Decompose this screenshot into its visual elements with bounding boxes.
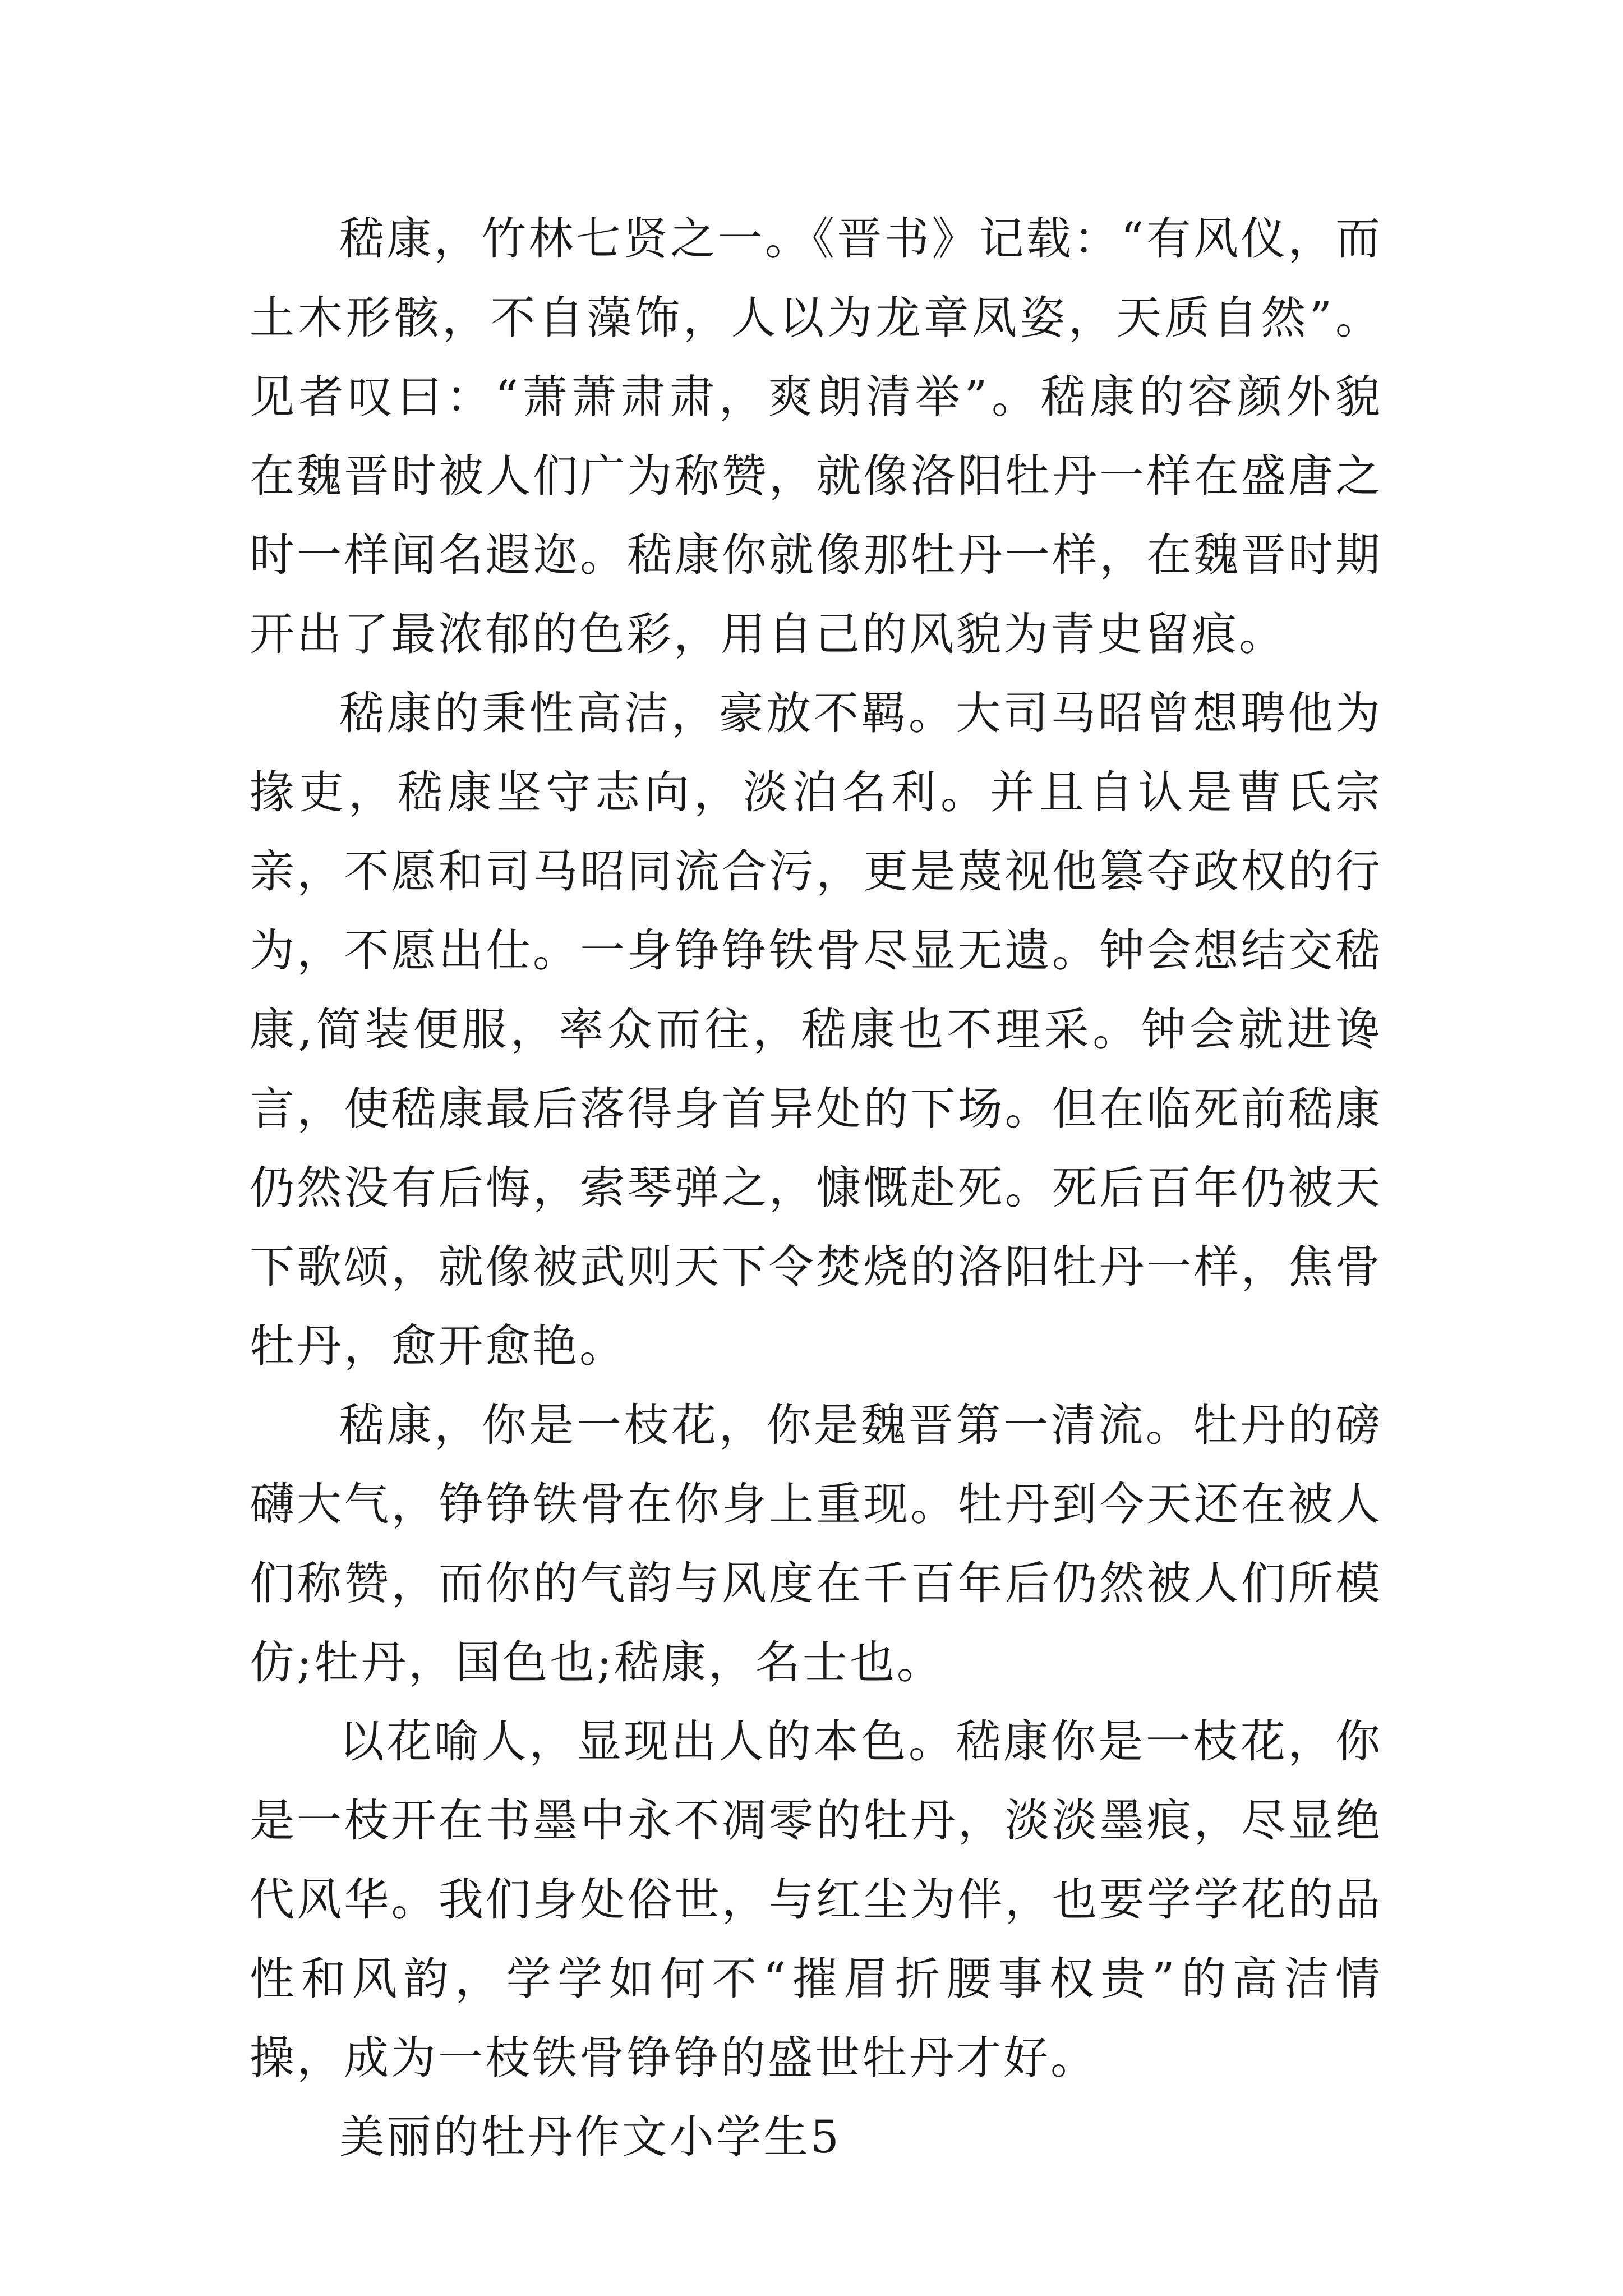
paragraph-1: 嵇康，竹林七贤之一。《晋书》记载：“有风仪，而土木形骸，不自藻饰，人以为龙章凤姿，天质自然”。见者叹曰：“萧萧肃肃，爽朗清举”。嵇康的容颜外貌在魏晋时被人们广为称赞，就像洛阳牡丹一样在盛唐之时一样闻名遐迩。嵇康你就像那牡丹一样，在魏晋时期开出了最浓郁的色彩，用自己的风貌为青史留痕。: [250, 213, 1382, 660]
paragraph-4: 以花喻人，显现出人的本色。嵇康你是一枝花，你是一枝开在书墨中永不凋零的牡丹，淡淡墨痕，尽显绝代风华。我们身处俗世，与红尘为伴，也要学学花的品性和风韵，学学如何不“摧眉折腰事权贵”的高洁情操，成为一枝铁骨铮铮的盛世牡丹才好。: [250, 1715, 1382, 2084]
section-heading: 美丽的牡丹作文小学生5: [339, 2111, 841, 2163]
paragraph-3: 嵇康，你是一枝花，你是魏晋第一清流。牡丹的磅礴大气，铮铮铁骨在你身上重现。牡丹到今天还在被人们称赞，而你的气韵与风度在千百年后仍然被人们所模仿;牡丹，国色也;嵇康，名士也。: [250, 1399, 1382, 1688]
paragraph-2: 嵇康的秉性高洁，豪放不羁。大司马昭曾想聘他为掾吏，嵇康坚守志向，淡泊名利。并且自认是曹氏宗亲，不愿和司马昭同流合污，更是蔑视他篡夺政权的行为，不愿出仕。一身铮铮铁骨尽显无遗。钟会想结交嵇康,简装便服，率众而往，嵇康也不理采。钟会就进谗言，使嵇康最后落得身首异处的下场。但在临死前嵇康仍然没有后悔，索琴弹之，慷慨赴死。死后百年仍被天下歌颂，就像被武则天下令焚烧的洛阳牡丹一样，焦骨牡丹，愈开愈艳。: [250, 687, 1382, 1372]
document-body: [250, 199, 1382, 2177]
